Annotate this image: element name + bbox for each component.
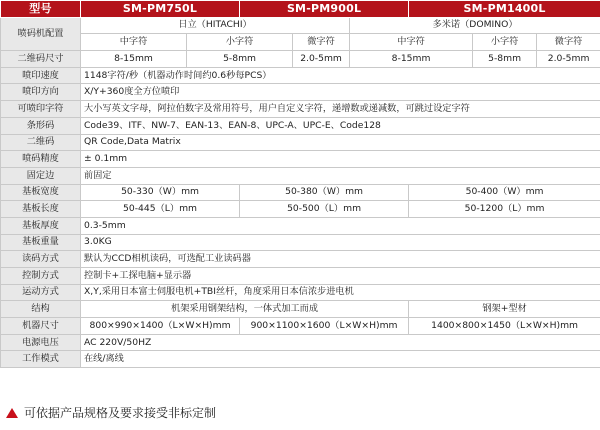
row-label: 电源电压 [1,334,81,351]
row-label: 基板重量 [1,234,81,251]
barcode-size-row [1,51,600,68]
row-label: 喷码精度 [1,151,81,168]
model-pm900l: SM-PM900L [240,1,409,18]
qr-value: QR Code,Data Matrix [81,134,600,151]
row-label: 二维码 [1,134,81,151]
dimensions-row [1,318,600,335]
weight-value: 3.0KG [81,234,600,251]
power-row [1,334,600,351]
row-label: 喷印方向 [1,84,81,101]
row-label: 基板厚度 [1,217,81,234]
barcode-size-value: 5-8mm [187,51,293,68]
length-value: 50-1200（L）mm [409,201,600,218]
chars-row [1,101,600,118]
row-label: 二维码尺寸 [1,51,81,68]
dimensions-value: 1400×800×1450（L×W×H)mm [409,318,600,335]
char-type: 小字符 [187,34,293,51]
width-value: 50-400（W）mm [409,184,600,201]
width-row [1,184,600,201]
weight-row [1,234,600,251]
nozzle-label: 喷码机配置 [1,17,81,50]
footnote [6,404,216,421]
fixed-edge-value: 前固定 [81,167,600,184]
row-label: 基板长度 [1,201,81,218]
char-type: 中字符 [81,34,187,51]
model-pm750l: SM-PM750L [81,1,240,18]
dimensions-value: 800×990×1400（L×W×H)mm [81,318,240,335]
length-row [1,201,600,218]
motion-row [1,284,600,301]
warning-triangle-icon [6,408,18,418]
row-label: 控制方式 [1,268,81,285]
power-value: AC 220V/50HZ [81,334,600,351]
char-type-row [1,34,600,51]
structure-value: 机架采用钢架结构，一体式加工而成 [81,301,409,318]
width-value: 50-330（W）mm [81,184,240,201]
brand-row [1,17,600,34]
thickness-value: 0.3-5mm [81,217,600,234]
brand-hitachi: 日立（HITACHI） [81,17,350,34]
barcode-size-value: 2.0-5mm [537,51,600,68]
char-type: 微字符 [293,34,350,51]
row-label: 固定边 [1,167,81,184]
fixed-edge-row [1,167,600,184]
row-label: 结构 [1,301,81,318]
control-value: 控制卡+工探电脑+显示器 [81,268,600,285]
char-type: 小字符 [473,34,537,51]
row-label: 基板宽度 [1,184,81,201]
barcode-value: Code39、ITF、NW-7、EAN-13、EAN-8、UPC-A、UPC-E、Code128 [81,117,600,134]
width-value: 50-380（W）mm [240,184,409,201]
barcode-size-value: 2.0-5mm [293,51,350,68]
control-row [1,268,600,285]
motion-value: X,Y,采用日本富士伺服电机+TBI丝杆，角度采用日本信浓步进电机 [81,284,600,301]
mode-row [1,351,600,368]
barcode-size-value: 8-15mm [81,51,187,68]
length-value: 50-445（L）mm [81,201,240,218]
header-row [1,1,600,18]
reading-row [1,251,600,268]
header-label: 型号 [1,1,81,18]
footnote-text: 可依据产品规格及要求接受非标定制 [24,406,217,420]
row-label: 喷印速度 [1,67,81,84]
mode-value: 在线/离线 [81,351,600,368]
barcode-row [1,117,600,134]
structure-value: 钢架+型材 [409,301,600,318]
barcode-size-value: 8-15mm [350,51,473,68]
qr-row [1,134,600,151]
row-label: 工作模式 [1,351,81,368]
precision-row [1,151,600,168]
direction-row [1,84,600,101]
chars-value: 大小写英文字母，阿拉伯数字及常用符号，用户自定义字符，递增数或递减数，可跳过设定字符 [81,101,600,118]
row-label: 运动方式 [1,284,81,301]
char-type: 微字符 [537,34,600,51]
direction-value: X/Y+360度全方位喷印 [81,84,600,101]
speed-value: 1148字符/秒（机器动作时间约0.6秒每PCS） [81,67,600,84]
thickness-row [1,217,600,234]
length-value: 50-500（L）mm [240,201,409,218]
model-pm1400l: SM-PM1400L [409,1,600,18]
structure-row [1,301,600,318]
speed-row [1,67,600,84]
row-label: 读码方式 [1,251,81,268]
brand-domino: 多米诺（DOMINO） [350,17,600,34]
row-label: 条形码 [1,117,81,134]
reading-value: 默认为CCD相机读码，可选配工业读码器 [81,251,600,268]
char-type: 中字符 [350,34,473,51]
dimensions-value: 900×1100×1600（L×W×H)mm [240,318,409,335]
barcode-size-value: 5-8mm [473,51,537,68]
row-label: 机器尺寸 [1,318,81,335]
precision-value: ± 0.1mm [81,151,600,168]
row-label: 可喷印字符 [1,101,81,118]
